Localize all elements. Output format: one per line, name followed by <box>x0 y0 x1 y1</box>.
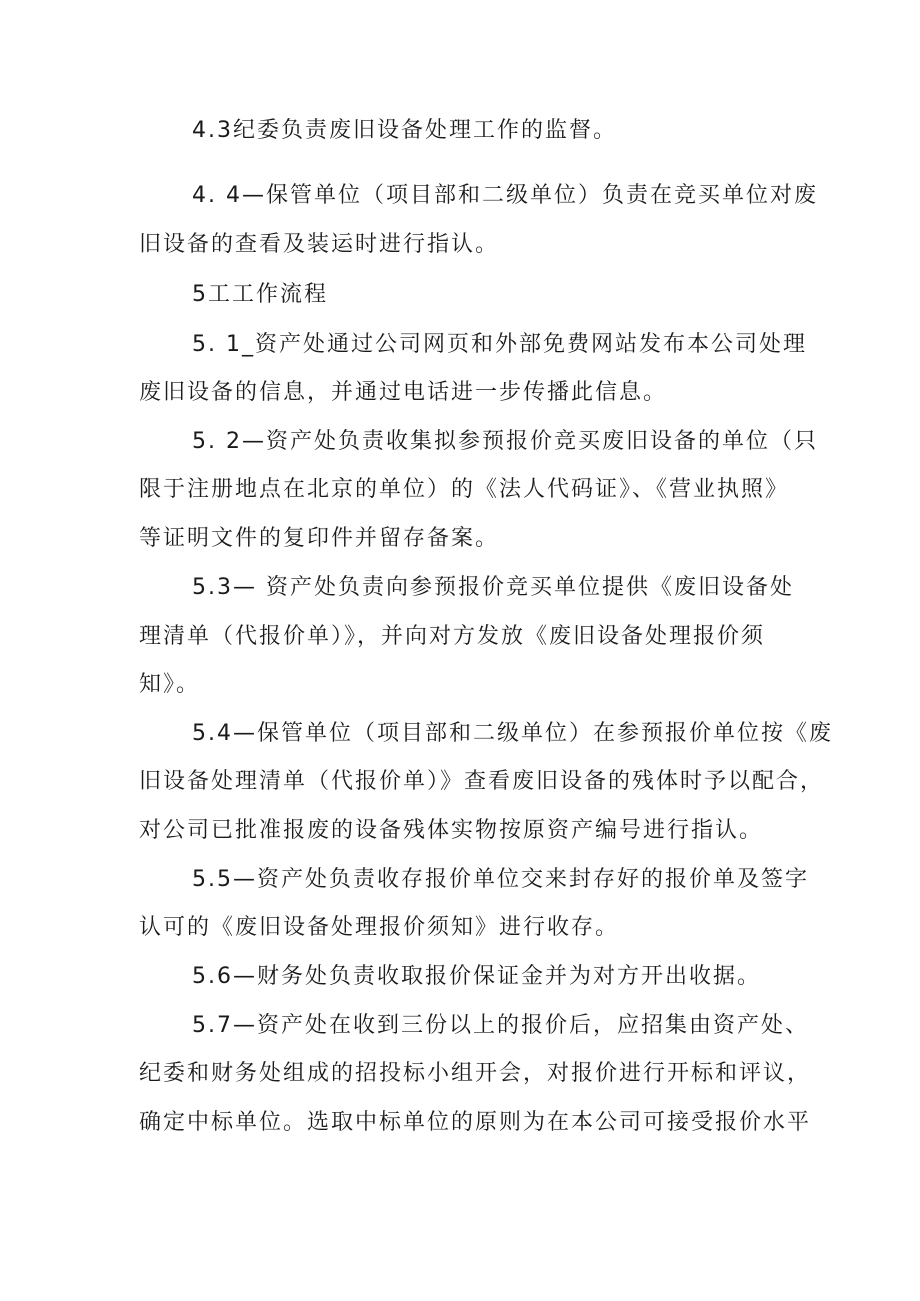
paragraph-5-2-line-2: 限于注册地点在北京的单位）的《法人代码证》、《营业执照》 <box>139 477 790 502</box>
paragraph-5-7-line-3: 确定中标单位。选取中标单位的原则为在本公司可接受报价水平 <box>139 1110 812 1135</box>
paragraph-5-1-line-1: 5. 1_资产处通过公司网页和外部免费网站发布本公司处理 <box>192 332 807 357</box>
paragraph-4-3: 4.3纪委负责废旧设备处理工作的监督。 <box>192 118 617 143</box>
section-heading-5: 5工工作流程 <box>192 282 328 307</box>
paragraph-5-6: 5.6—财务处负责收取报价保证金并为对方开出收据。 <box>192 964 761 989</box>
paragraph-5-2-line-3: 等证明文件的复印件并留存备案。 <box>139 526 500 551</box>
paragraph-4-4-line-2: 旧设备的查看及装运时进行指认。 <box>139 232 500 257</box>
paragraph-5-3-line-1: 5.3— 资产处负责向参预报价竞买单位提供《废旧设备处 <box>192 575 794 600</box>
paragraph-4-4-line-1: 4. 4—保管单位（项目部和二级单位）负责在竞买单位对废 <box>192 183 818 208</box>
paragraph-5-5-line-2: 认可的《废旧设备处理报价须知》进行收存。 <box>139 915 620 940</box>
paragraph-5-7-line-2: 纪委和财务处组成的招投标小组开会，对报价进行开标和评议， <box>139 1061 812 1086</box>
paragraph-5-5-line-1: 5.5—资产处负责收存报价单位交来封存好的报价单及签字 <box>192 867 809 892</box>
paragraph-5-7-line-1: 5.7—资产处在收到三份以上的报价后，应招集由资产处、 <box>192 1013 809 1038</box>
paragraph-5-4-line-1: 5.4—保管单位（项目部和二级单位）在参预报价单位按《废 <box>192 721 833 746</box>
paragraph-5-4-line-2: 旧设备处理清单（代报价单）》查看废旧设备的残体时予以配合， <box>139 769 825 794</box>
paragraph-5-3-line-2: 理清单（代报价单）》，并向对方发放《废旧设备处理报价须 <box>139 624 766 649</box>
paragraph-5-3-line-3: 知》。 <box>139 672 201 697</box>
paragraph-5-4-line-3: 对公司已批准报废的设备残体实物按原资产编号进行指认。 <box>139 818 764 843</box>
paragraph-5-1-line-2: 废旧设备的信息，并通过电话进一步传播此信息。 <box>139 380 668 405</box>
paragraph-5-2-line-1: 5. 2—资产处负责收集拟参预报价竞买废旧设备的单位（只 <box>192 429 818 454</box>
